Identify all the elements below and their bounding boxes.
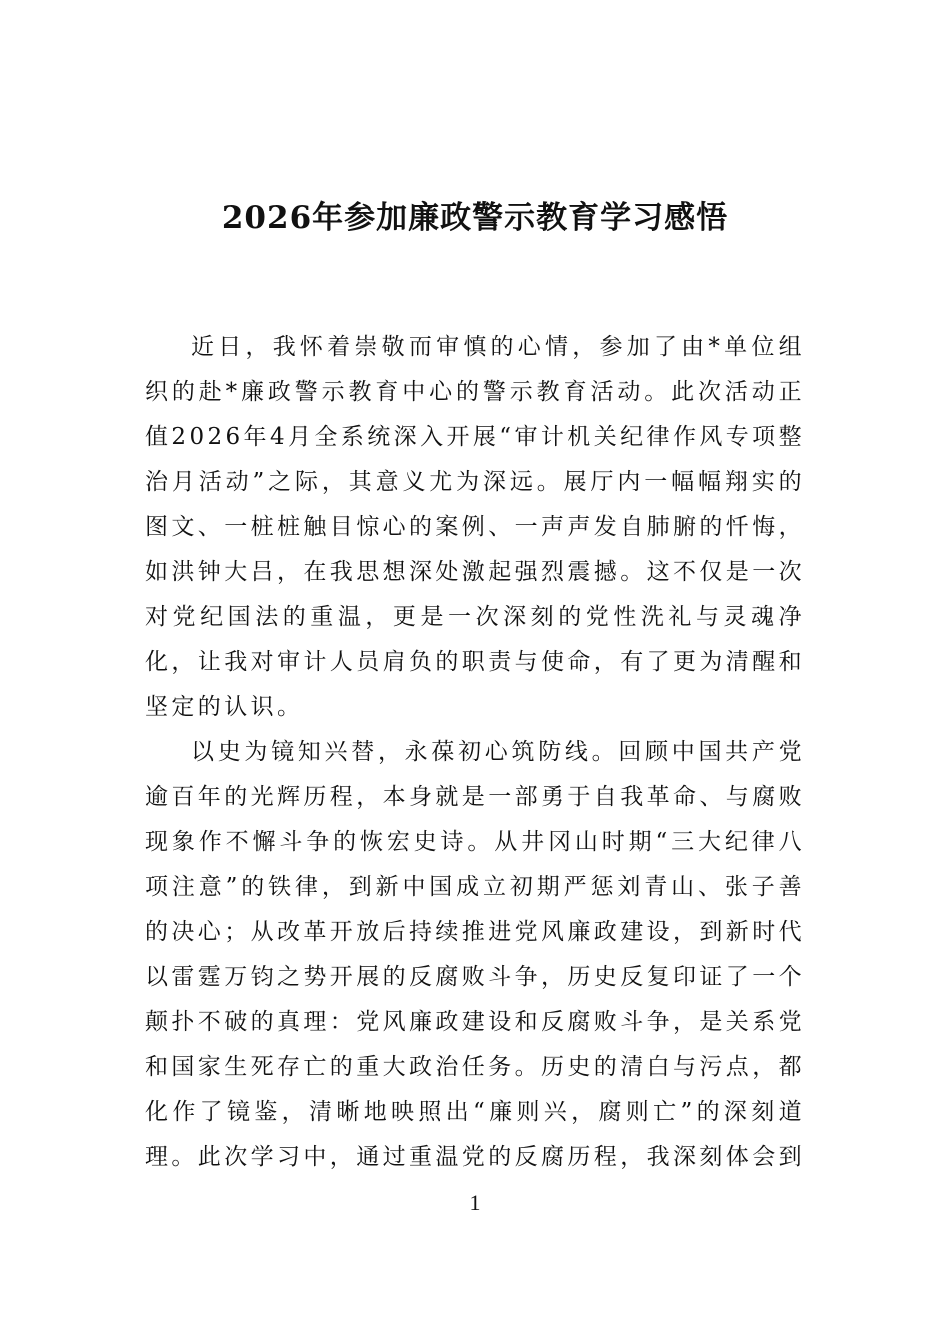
body-paragraph-2: 以史为镜知兴替，永葆初心筑防线。回顾中国共产党逾百年的光辉历程，本身就是一部勇于自我革命、与腐败现象作不懈斗争的恢宏史诗。从井冈山时期“三大纪律八项注意”的铁律，到新中国成立初期严惩刘青山、张子善的决心；从改革开放后持续推进党风廉政建设，到新时代以雷霆万钧之势开展的反腐败斗争，历史反复印证了一个颠扑不破的真理：党风廉政建设和反腐败斗争，是关系党和国家生死存亡的重大政治任务。历史的清白与污点，都化作了镜鉴，清晰地映照出“廉则兴，腐则亡”的深刻道理。此次学习中，通过重温党的反腐历程，我深刻体会到 bbox=[145, 739, 805, 1170]
page-number: 1 bbox=[469, 1190, 481, 1215]
body-paragraph-1: 近日，我怀着崇敬而审慎的心情，参加了由*单位组织的赴*廉政警示教育中心的警示教育活动。此次活动正值2026年4月全系统深入开展“审计机关纪律作风专项整治月活动”之际，其意义尤为深远。展厅内一幅幅翔实的图文、一桩桩触目惊心的案例、一声声发自肺腑的忏悔，如洪钟大吕，在我思想深处激起强烈震撼。这不仅是一次对党纪国法的重温，更是一次深刻的党性洗礼与灵魂净化，让我对审计人员肩负的职责与使命，有了更为清醒和坚定的认识。 bbox=[145, 334, 805, 720]
document-title: 2026年参加廉政警示教育学习感悟 bbox=[221, 200, 729, 236]
document-body bbox=[145, 325, 805, 1180]
